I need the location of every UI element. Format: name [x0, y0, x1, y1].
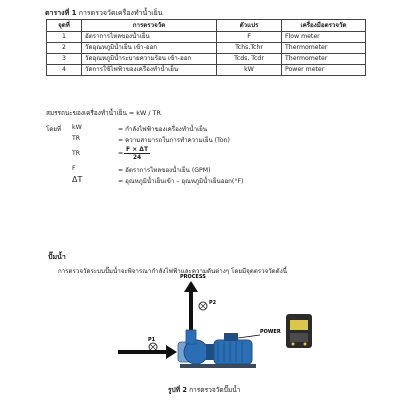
- cell-measurement: อัตราการไหลของน้ำเย็น: [82, 32, 217, 43]
- definitions-block: [46, 124, 346, 187]
- table-title-number: ตารางที่ 1: [45, 9, 77, 17]
- definition-row: [46, 146, 346, 165]
- tr-numerator: F × ΔT: [126, 146, 149, 153]
- measurement-table: [46, 19, 366, 76]
- cell-instrument: Thermometer: [282, 54, 366, 65]
- pump-diagram: [100, 270, 330, 382]
- definition-symbol: F: [72, 165, 76, 172]
- cell-measurement: วัดอุณหภูมิน้ำระบายความร้อน เข้า-ออก: [82, 54, 217, 65]
- process-arrow-head: [184, 281, 198, 292]
- definition-text: =: [118, 150, 124, 157]
- table-title: [45, 8, 162, 19]
- cell-point: 3: [47, 54, 82, 65]
- definition-symbol: TR: [72, 150, 81, 157]
- pump-description: การตรวจวัดระบบปั๊มน้ำจะพิจารณากำลังไฟฟ้าและความดันต่างๆ โดยมีจุดตรวจวัดดังนี้: [58, 268, 287, 275]
- efficiency-formula: สมรรถนะของเครื่องทำน้ำเย็น = kW / TR: [46, 109, 161, 117]
- cell-instrument: Thermometer: [282, 43, 366, 54]
- where-label: โดยที่: [46, 126, 62, 133]
- caption-number: รูปที่ 2: [168, 386, 187, 394]
- cell-variable: F: [217, 32, 282, 43]
- table-title-text: การตรวจวัดเครื่องทำน้ำเย็น: [76, 9, 163, 17]
- table-row: [47, 54, 366, 65]
- power-label: POWER: [260, 329, 281, 335]
- cell-variable: kW: [217, 65, 282, 76]
- definition-row: [46, 124, 346, 135]
- definition-text: = ความสามารถในการทำความเย็น (Ton): [118, 137, 230, 144]
- table-header-row: [47, 20, 366, 32]
- definition-symbol: TR: [72, 135, 81, 142]
- process-label: PROCESS: [180, 274, 206, 280]
- definition-row: [46, 165, 346, 176]
- power-leader-line: [238, 335, 260, 338]
- caption-text: การตรวจวัดปั๊มน้ำ: [186, 386, 241, 394]
- tr-denominator: 24: [132, 154, 142, 161]
- definition-row: [46, 176, 346, 187]
- pump-icon: [178, 330, 256, 368]
- power-meter-icon: [286, 314, 312, 348]
- definition-text: = อุณหภูมิน้ำเย็นเข้า – อุณหภูมิน้ำเย็นออก(°F): [118, 178, 244, 185]
- definition-symbol: ΔT: [72, 175, 83, 184]
- cell-measurement: วัดอุณหภูมิน้ำเย็น เข้า-ออก: [82, 43, 217, 54]
- p2-label: P2: [209, 300, 217, 306]
- cell-measurement: วัดการใช้ไฟฟ้าของเครื่องทำน้ำเย็น: [82, 65, 217, 76]
- table-row: [47, 43, 366, 54]
- header-measurement: การตรวจวัด: [82, 20, 217, 32]
- tr-fraction: [124, 146, 150, 161]
- inlet-arrow-head: [166, 345, 177, 359]
- p1-label: P1: [148, 337, 156, 343]
- cell-point: 4: [47, 65, 82, 76]
- header-variable: ตัวแปร: [217, 20, 282, 32]
- header-point: จุดที่: [47, 20, 82, 32]
- cell-instrument: Flow meter: [282, 32, 366, 43]
- header-instrument: เครื่องมือตรวจวัด: [282, 20, 366, 32]
- definition-text: = อัตราการไหลของน้ำเย็น (GPM): [118, 167, 211, 174]
- cell-variable: Tcds, Tcdr: [217, 54, 282, 65]
- definition-row: [46, 135, 346, 146]
- pump-heading: ปั๊มน้ำ: [48, 253, 66, 261]
- definition-text: = กำลังไฟฟ้าของเครื่องทำน้ำเย็น: [118, 126, 208, 133]
- table-row: [47, 65, 366, 76]
- cell-variable: Tchs,Tchr: [217, 43, 282, 54]
- cell-point: 1: [47, 32, 82, 43]
- definition-symbol: kW: [72, 124, 82, 131]
- table-row: [47, 32, 366, 43]
- figure-caption: [168, 384, 240, 395]
- cell-point: 2: [47, 43, 82, 54]
- cell-instrument: Power meter: [282, 65, 366, 76]
